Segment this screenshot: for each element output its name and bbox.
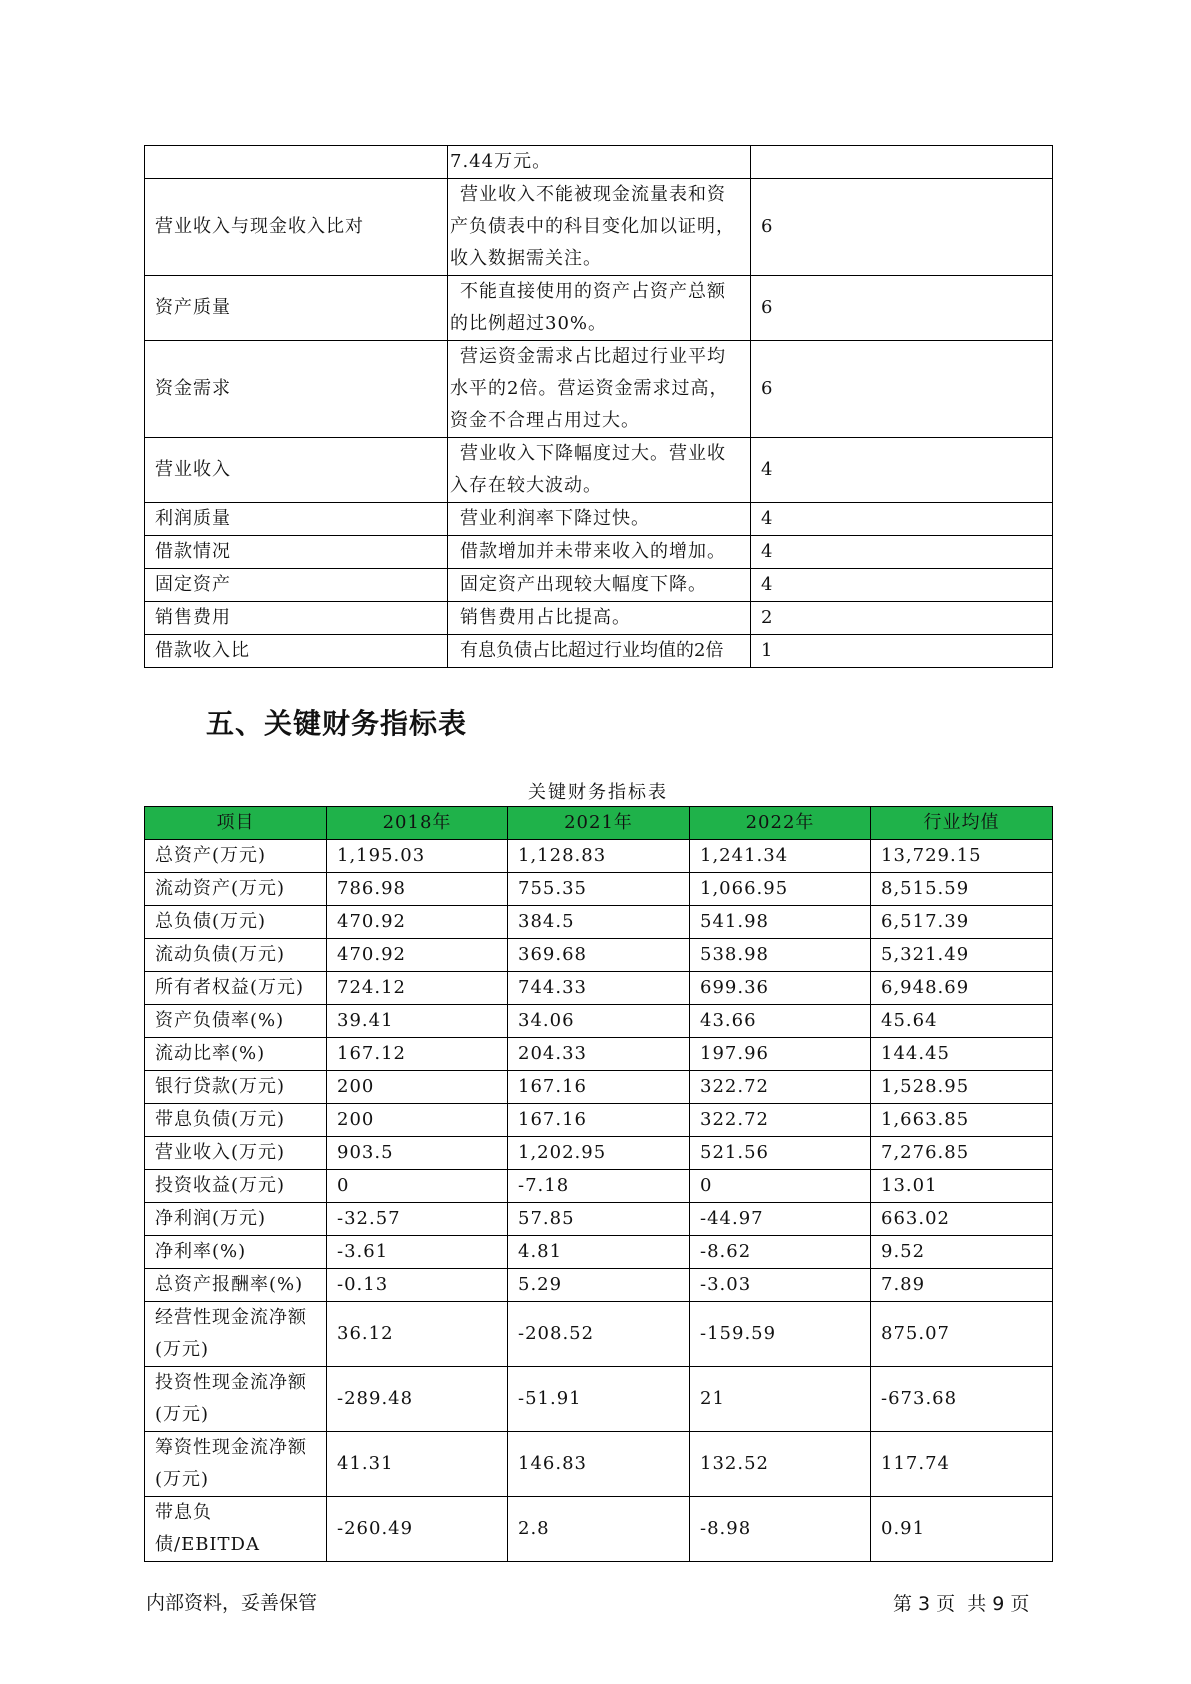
table-caption: 关键财务指标表 [528, 782, 668, 803]
value-2021-cell: 34.06 [508, 1005, 690, 1038]
value-2018-cell: 786.98 [327, 873, 508, 906]
value-2018-cell: 36.12 [327, 1302, 508, 1367]
value-2018-cell: 1,195.03 [327, 840, 508, 873]
value-2021-cell: 167.16 [508, 1104, 690, 1137]
table-row [145, 1203, 1053, 1236]
industry-average-cell: 663.02 [871, 1203, 1053, 1236]
risk-row [145, 179, 1053, 276]
table-row [145, 1497, 1053, 1562]
row-label-cell: 所有者权益(万元) [145, 972, 327, 1005]
row-label-cell: 净利润(万元) [145, 1203, 327, 1236]
table-row [145, 1038, 1053, 1071]
risk-score-cell: 6 [751, 276, 1053, 341]
industry-average-cell: 9.52 [871, 1236, 1053, 1269]
industry-average-cell: 875.07 [871, 1302, 1053, 1367]
risk-score-cell: 4 [751, 569, 1053, 602]
value-2021-cell: 2.8 [508, 1497, 690, 1562]
industry-average-cell: 1,663.85 [871, 1104, 1053, 1137]
row-label-cell: 带息负债/EBITDA [145, 1497, 327, 1562]
risk-item-cell: 资产质量 [145, 276, 448, 341]
industry-average-cell: 45.64 [871, 1005, 1053, 1038]
risk-description-cell: 销售费用占比提高。 [448, 602, 751, 635]
row-label-cell: 总资产(万元) [145, 840, 327, 873]
value-2021-cell: -51.91 [508, 1367, 690, 1432]
industry-average-cell: 6,948.69 [871, 972, 1053, 1005]
value-2021-cell: 1,128.83 [508, 840, 690, 873]
table-row [145, 1236, 1053, 1269]
value-2021-cell: 744.33 [508, 972, 690, 1005]
risk-description-cell: 营业收入不能被现金流量表和资产负债表中的科目变化加以证明，收入数据需关注。 [448, 179, 751, 276]
table-row [145, 1104, 1053, 1137]
value-2018-cell: 41.31 [327, 1432, 508, 1497]
row-label-cell: 筹资性现金流净额(万元) [145, 1432, 327, 1497]
industry-average-cell: 117.74 [871, 1432, 1053, 1497]
risk-description-cell: 借款增加并未带来收入的增加。 [448, 536, 751, 569]
industry-average-cell: 144.45 [871, 1038, 1053, 1071]
table-row [145, 972, 1053, 1005]
value-2022-cell: 21 [690, 1367, 871, 1432]
value-2021-cell: 146.83 [508, 1432, 690, 1497]
risk-score-cell: 4 [751, 503, 1053, 536]
value-2021-cell: 384.5 [508, 906, 690, 939]
risk-row [145, 276, 1053, 341]
value-2018-cell: 167.12 [327, 1038, 508, 1071]
value-2021-cell: 4.81 [508, 1236, 690, 1269]
risk-description-cell: 有息负债占比超过行业均值的2倍 [448, 635, 751, 668]
risk-item-cell: 利润质量 [145, 503, 448, 536]
risk-description-cell: 营业利润率下降过快。 [448, 503, 751, 536]
value-2021-cell: 167.16 [508, 1071, 690, 1104]
table-row [145, 1170, 1053, 1203]
table-body [145, 840, 1053, 1562]
risk-description-cell: 7.44万元。 [448, 146, 751, 179]
industry-average-cell: 8,515.59 [871, 873, 1053, 906]
table-row [145, 1137, 1053, 1170]
risk-description-cell: 营运资金需求占比超过行业平均水平的2倍。营运资金需求过高，资金不合理占用过大。 [448, 341, 751, 438]
value-2018-cell: -260.49 [327, 1497, 508, 1562]
risk-item-cell: 固定资产 [145, 569, 448, 602]
risk-row [145, 635, 1053, 668]
table-row [145, 1302, 1053, 1367]
value-2022-cell: 132.52 [690, 1432, 871, 1497]
value-2018-cell: -0.13 [327, 1269, 508, 1302]
value-2022-cell: 1,241.34 [690, 840, 871, 873]
risk-row [145, 341, 1053, 438]
value-2018-cell: 903.5 [327, 1137, 508, 1170]
value-2022-cell: 0 [690, 1170, 871, 1203]
industry-average-cell: 7,276.85 [871, 1137, 1053, 1170]
risk-score-cell: 4 [751, 536, 1053, 569]
column-header: 2021年 [508, 807, 690, 840]
value-2022-cell: 1,066.95 [690, 873, 871, 906]
row-label-cell: 总负债(万元) [145, 906, 327, 939]
value-2022-cell: 197.96 [690, 1038, 871, 1071]
risk-item-cell: 借款情况 [145, 536, 448, 569]
risk-score-cell: 6 [751, 341, 1053, 438]
industry-average-cell: 13.01 [871, 1170, 1053, 1203]
row-label-cell: 营业收入(万元) [145, 1137, 327, 1170]
risk-item-cell: 资金需求 [145, 341, 448, 438]
value-2022-cell: -44.97 [690, 1203, 871, 1236]
value-2018-cell: 0 [327, 1170, 508, 1203]
value-2021-cell: 57.85 [508, 1203, 690, 1236]
financial-indicators-table [144, 806, 1053, 1562]
value-2021-cell: 755.35 [508, 873, 690, 906]
risk-item-cell [145, 146, 448, 179]
value-2021-cell: 1,202.95 [508, 1137, 690, 1170]
footer-page-number: 第 3 页 共 9 页 [893, 1593, 1030, 1615]
value-2022-cell: 322.72 [690, 1104, 871, 1137]
column-header: 2018年 [327, 807, 508, 840]
value-2021-cell: 5.29 [508, 1269, 690, 1302]
row-label-cell: 带息负债(万元) [145, 1104, 327, 1137]
column-header: 行业均值 [871, 807, 1053, 840]
industry-average-cell: 13,729.15 [871, 840, 1053, 873]
value-2018-cell: 200 [327, 1071, 508, 1104]
risk-row [145, 438, 1053, 503]
value-2021-cell: -208.52 [508, 1302, 690, 1367]
value-2021-cell: 204.33 [508, 1038, 690, 1071]
value-2018-cell: -3.61 [327, 1236, 508, 1269]
risk-description-cell: 营业收入下降幅度过大。营业收入存在较大波动。 [448, 438, 751, 503]
row-label-cell: 净利率(%) [145, 1236, 327, 1269]
row-label-cell: 投资收益(万元) [145, 1170, 327, 1203]
risk-item-cell: 借款收入比 [145, 635, 448, 668]
value-2022-cell: 322.72 [690, 1071, 871, 1104]
table-row [145, 906, 1053, 939]
risk-description-cell: 固定资产出现较大幅度下降。 [448, 569, 751, 602]
value-2021-cell: -7.18 [508, 1170, 690, 1203]
risk-table [144, 145, 1053, 668]
value-2022-cell: 521.56 [690, 1137, 871, 1170]
table-row [145, 840, 1053, 873]
industry-average-cell: 7.89 [871, 1269, 1053, 1302]
value-2022-cell: -159.59 [690, 1302, 871, 1367]
row-label-cell: 经营性现金流净额(万元) [145, 1302, 327, 1367]
risk-item-cell: 销售费用 [145, 602, 448, 635]
row-label-cell: 资产负债率(%) [145, 1005, 327, 1038]
table-row [145, 1005, 1053, 1038]
value-2018-cell: -32.57 [327, 1203, 508, 1236]
risk-table-continuation-row [145, 146, 1053, 179]
row-label-cell: 投资性现金流净额(万元) [145, 1367, 327, 1432]
value-2018-cell: 39.41 [327, 1005, 508, 1038]
table-row [145, 1367, 1053, 1432]
table-row [145, 1432, 1053, 1497]
value-2022-cell: -8.62 [690, 1236, 871, 1269]
value-2018-cell: 724.12 [327, 972, 508, 1005]
value-2018-cell: 470.92 [327, 939, 508, 972]
risk-description-cell: 不能直接使用的资产占资产总额的比例超过30%。 [448, 276, 751, 341]
row-label-cell: 流动比率(%) [145, 1038, 327, 1071]
risk-item-cell: 营业收入与现金收入比对 [145, 179, 448, 276]
risk-score-cell: 1 [751, 635, 1053, 668]
row-label-cell: 银行贷款(万元) [145, 1071, 327, 1104]
value-2022-cell: -8.98 [690, 1497, 871, 1562]
value-2022-cell: -3.03 [690, 1269, 871, 1302]
footer-confidential-note: 内部资料，妥善保管 [146, 1592, 318, 1614]
row-label-cell: 流动负债(万元) [145, 939, 327, 972]
value-2018-cell: 470.92 [327, 906, 508, 939]
risk-row [145, 602, 1053, 635]
value-2018-cell: -289.48 [327, 1367, 508, 1432]
risk-item-cell: 营业收入 [145, 438, 448, 503]
risk-row [145, 536, 1053, 569]
column-header: 项目 [145, 807, 327, 840]
value-2018-cell: 200 [327, 1104, 508, 1137]
value-2022-cell: 43.66 [690, 1005, 871, 1038]
risk-score-cell: 4 [751, 438, 1053, 503]
industry-average-cell: 6,517.39 [871, 906, 1053, 939]
table-row [145, 873, 1053, 906]
risk-score-cell [751, 146, 1053, 179]
industry-average-cell: 1,528.95 [871, 1071, 1053, 1104]
table-row [145, 1071, 1053, 1104]
section-heading: 五、关键财务指标表 [206, 707, 468, 740]
table-header-row [145, 807, 1053, 840]
value-2022-cell: 699.36 [690, 972, 871, 1005]
table-row [145, 939, 1053, 972]
value-2022-cell: 541.98 [690, 906, 871, 939]
risk-score-cell: 2 [751, 602, 1053, 635]
risk-row [145, 569, 1053, 602]
industry-average-cell: 0.91 [871, 1497, 1053, 1562]
value-2022-cell: 538.98 [690, 939, 871, 972]
table-row [145, 1269, 1053, 1302]
risk-row [145, 503, 1053, 536]
value-2021-cell: 369.68 [508, 939, 690, 972]
risk-score-cell: 6 [751, 179, 1053, 276]
industry-average-cell: -673.68 [871, 1367, 1053, 1432]
column-header: 2022年 [690, 807, 871, 840]
industry-average-cell: 5,321.49 [871, 939, 1053, 972]
row-label-cell: 流动资产(万元) [145, 873, 327, 906]
row-label-cell: 总资产报酬率(%) [145, 1269, 327, 1302]
